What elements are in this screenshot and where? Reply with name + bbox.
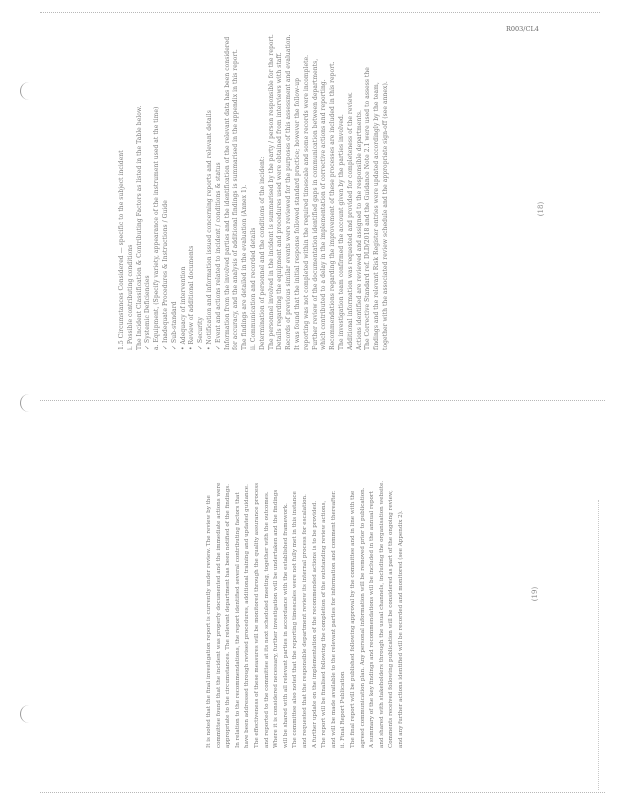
text-line: reporting was not completed within the required timescale and some records were incomplete. — [302, 54, 310, 350]
text-line: ✓ Security — [197, 317, 205, 350]
text-line: and requested that the responsible department review its internal process for escalation. — [301, 494, 308, 748]
text-line: Further review of the documentation identified gaps in communication between departments, — [311, 58, 319, 350]
text-line: The final report will be published following approval by the committee and in line with the — [349, 490, 356, 748]
text-line: The Corrective Standard ref. DLD/2018 and the Guidance Note 2.1 were used to assess the — [364, 67, 372, 350]
text-line: for accuracy, and the analysis of additional findings is summarised in the appendix in this report. — [232, 49, 240, 350]
text-line: Information from the involved parties and the identification of the relevant data has been considered — [223, 36, 231, 350]
upper-panel-text — [118, 34, 391, 350]
text-line: The personnel involved in the incident is summarised by the party / person responsible for the report. — [267, 34, 275, 350]
text-line: and will be made available to the relevant parties for information and comment thereafter. — [330, 490, 337, 748]
text-line: ✓ Event and actions related to incident / conditions & status — [214, 162, 222, 350]
lower-panel-text — [205, 448, 406, 748]
fold-line — [40, 400, 605, 401]
text-line: Comments received following publication will be considered as part of the ongoing review, — [388, 490, 395, 748]
right-edge-dots — [598, 500, 599, 790]
punch-hole-mark-2 — [20, 394, 33, 412]
text-line: which contributed to a delay in the implementation of corrective actions and reporting. — [320, 79, 328, 350]
text-line: The report will be finalised following the completion of the outstanding review actions, — [321, 500, 328, 748]
top-edge-dots — [40, 12, 600, 13]
text-line: will be shared with all relevant parties in accordance with the established framework. — [282, 503, 289, 748]
text-line: i. Possible contributing conditions — [126, 244, 134, 350]
text-line: ✓ Sub-standard — [170, 301, 178, 350]
text-line: • Adequacy of intervention — [179, 266, 187, 350]
text-line: and reported to the committee at its next scheduled meeting, together with the outcomes. — [263, 491, 270, 748]
page-number-upper: (18) — [537, 201, 546, 217]
text-line: Records of previous similar events were reviewed for the purposes of this assessment and evaluation. — [285, 34, 293, 350]
text-line: Where it is considered necessary, further investigation will be undertaken and the findings — [273, 489, 280, 748]
punch-hole-mark-1 — [20, 82, 33, 100]
text-line: a. Equipment, (Specify variety, appearance of the instrument used at the time) — [153, 106, 161, 350]
text-line: and shared with stakeholders through the usual channels, including the organisation website. — [378, 480, 385, 748]
text-line: The investigation team confirmed the account given by the parties involved. — [337, 114, 345, 350]
punch-hole-mark-3 — [20, 705, 33, 723]
text-line: The Incident Classification & Contributing Factors as listed in the Table below. — [135, 105, 143, 350]
section-heading: ii. Final Report Publication — [340, 671, 347, 748]
text-line: ✓ Systemic Deficiencies — [144, 275, 152, 350]
text-line: 1.5 Circumstances Considered — specific to the subject incident — [118, 150, 125, 350]
text-line: and any further actions identified will be recorded and monitored (see Appendix 2). — [397, 510, 404, 748]
text-line: agreed communication plan. Any personal information will be removed prior to publication. — [359, 487, 366, 748]
text-line: Additional information was requested and provided for completeness of the review. — [346, 92, 354, 350]
text-line: A summary of the key findings and recommendations will be included in the annual report — [369, 491, 376, 748]
text-line: have been addressed through revised procedures, additional training and updated guidance. — [244, 484, 251, 748]
text-line: The committee also noted that the reporting timescales were not fully met in this instance — [292, 491, 299, 748]
text-line: It was found that the initial response followed standard practice; however the follow-up — [293, 77, 301, 350]
text-line: • Review of additional documents — [188, 245, 196, 350]
text-line: In relation to the recommendations, the report identified several contributing factors that — [234, 492, 241, 748]
bottom-edge-dots — [40, 792, 605, 793]
text-line: Details regarding the equipment and procedures used were obtained from interviews with staff. — [276, 52, 284, 350]
text-line: The effectiveness of these measures will be monitored through the quality assurance process — [253, 482, 260, 748]
text-line: Actions identified are reviewed and assigned to the responsible departments. — [355, 110, 363, 350]
document-number: R003/CL4 — [506, 25, 539, 33]
text-line: ✓ Inadequate Procedures & Instructions / Guide — [161, 200, 169, 350]
page-number-lower: (19) — [531, 586, 540, 602]
text-line: findings and the relevant Risk Register entries were updated accordingly by the team, — [373, 82, 381, 350]
text-line: Determination of personnel and the conditions of the incident: — [258, 156, 266, 350]
text-line: appropriate to the circumstances. The relevant department has been notified of the findings. — [225, 483, 232, 748]
text-line: together with the associated review schedule and the appropriate sign-off (see annex). — [381, 81, 389, 350]
text-line: committee found that the incident was properly documented and the immediate actions were — [215, 482, 222, 748]
text-line: The findings are detailed in the evaluation (Annex 1). — [241, 184, 249, 350]
text-line: Recommendations regarding the improvement of these processes are included in this report. — [329, 61, 337, 350]
text-line: A further update on the implementation of the recommended actions is to be provided. — [311, 500, 318, 748]
text-line: • Notification and information issued concerning reports and relevant details — [205, 110, 213, 350]
text-line: ii. Communication and recorded details — [249, 227, 257, 350]
text-line: It is noted that the final investigation report is currently under review. The review by the — [206, 495, 212, 748]
